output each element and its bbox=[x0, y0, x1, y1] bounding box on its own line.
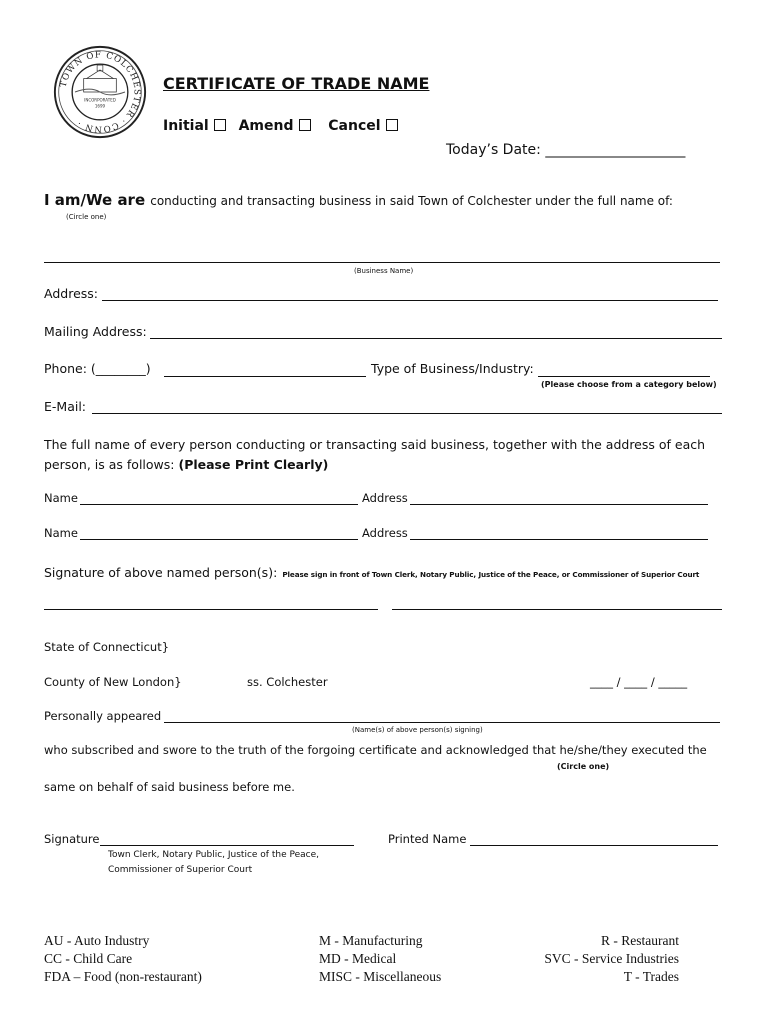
intro-line bbox=[44, 190, 673, 209]
notary-signature-label: Signature bbox=[44, 832, 100, 846]
sworn-text: who subscribed and swore to the truth of the forgoing certificate and acknowledged that he/she/they executed the bbox=[44, 743, 707, 757]
form-type-options bbox=[163, 118, 406, 134]
category-column-2 bbox=[319, 932, 441, 986]
printed-name-label: Printed Name bbox=[388, 832, 467, 846]
category-item: MISC - Miscellaneous bbox=[319, 969, 442, 984]
business-type-field[interactable] bbox=[538, 376, 710, 377]
persons-paragraph-line2 bbox=[44, 457, 328, 472]
state-text: State of Connecticut} bbox=[44, 640, 170, 654]
personally-appeared-label: Personally appeared bbox=[44, 709, 162, 723]
persons-paragraph-text: person, is as follows: bbox=[44, 457, 175, 472]
category-item: T - Trades bbox=[623, 969, 679, 984]
phone-label: Phone: (________) bbox=[44, 361, 151, 376]
category-item: SVC - Service Industries bbox=[544, 951, 679, 966]
category-item: R - Restaurant bbox=[601, 933, 679, 948]
todays-date-blank: ____________________ bbox=[545, 142, 686, 158]
business-name-caption: (Business Name) bbox=[354, 267, 414, 275]
category-column-1 bbox=[44, 932, 202, 986]
category-item: MD - Medical bbox=[319, 951, 397, 966]
ss-colchester-text: ss. Colchester bbox=[247, 675, 328, 689]
personally-appeared-field[interactable] bbox=[164, 722, 720, 723]
option-cancel-label: Cancel bbox=[328, 118, 381, 134]
behalf-text: same on behalf of said business before me. bbox=[44, 780, 295, 794]
address-label: Address: bbox=[44, 286, 98, 301]
personally-appeared-caption: (Name(s) of above person(s) signing) bbox=[352, 726, 483, 734]
category-item: M - Manufacturing bbox=[319, 933, 423, 948]
intro-note: (Circle one) bbox=[66, 213, 107, 221]
svg-text:TOWN OF COLCHESTER · CONN ·: TOWN OF COLCHESTER · CONN · bbox=[58, 50, 142, 134]
person-address-field-1[interactable] bbox=[410, 504, 708, 505]
option-amend-label: Amend bbox=[238, 118, 294, 134]
checkbox-initial[interactable] bbox=[214, 119, 226, 131]
persons-signature-line bbox=[44, 562, 699, 581]
email-field[interactable] bbox=[92, 413, 722, 414]
todays-date-field[interactable] bbox=[446, 142, 685, 158]
notary-signature-caption-2: Commissioner of Superior Court bbox=[108, 865, 253, 875]
name-field-2[interactable] bbox=[80, 539, 358, 540]
email-label: E-Mail: bbox=[44, 399, 87, 414]
name-label-2: Name bbox=[44, 526, 78, 540]
persons-paragraph-line1: The full name of every person conducting or transacting said business, together with the address of each bbox=[44, 437, 706, 452]
category-item: CC - Child Care bbox=[44, 951, 133, 966]
form-title: CERTIFICATE OF TRADE NAME bbox=[163, 74, 430, 93]
business-type-label: Type of Business/Industry: bbox=[371, 361, 534, 376]
persons-signature-label: Signature of above named person(s): bbox=[44, 565, 278, 580]
checkbox-amend[interactable] bbox=[299, 119, 311, 131]
name-label-1: Name bbox=[44, 491, 78, 505]
address-label-1: Address bbox=[362, 491, 408, 505]
address-label-2: Address bbox=[362, 526, 408, 540]
todays-date-label: Today’s Date: bbox=[446, 142, 541, 158]
option-initial-label: Initial bbox=[163, 118, 209, 134]
category-item: FDA – Food (non-restaurant) bbox=[44, 969, 202, 984]
sworn-note: (Circle one) bbox=[557, 762, 610, 771]
person-signature-field-1[interactable] bbox=[44, 609, 378, 610]
business-type-note: (Please choose from a category below) bbox=[541, 380, 717, 389]
town-seal-logo bbox=[52, 44, 148, 140]
category-column-3 bbox=[544, 932, 679, 986]
notary-date-field[interactable]: ____ / ____ / _____ bbox=[590, 675, 688, 689]
svg-text:1699: 1699 bbox=[94, 103, 106, 109]
person-address-field-2[interactable] bbox=[410, 539, 708, 540]
mailing-address-field[interactable] bbox=[150, 338, 722, 339]
person-signature-field-2[interactable] bbox=[392, 609, 722, 610]
printed-name-field[interactable] bbox=[470, 845, 718, 846]
notary-signature-field[interactable] bbox=[100, 845, 354, 846]
county-text: County of New London} bbox=[44, 675, 182, 689]
intro-text: conducting and transacting business in said Town of Colchester under the full name of: bbox=[150, 194, 673, 208]
persons-signature-note: Please sign in front of Town Clerk, Notary Public, Justice of the Peace, or Commissioner of Superior Court bbox=[282, 570, 700, 579]
name-field-1[interactable] bbox=[80, 504, 358, 505]
intro-lead: I am/We are bbox=[44, 191, 146, 209]
mailing-address-label: Mailing Address: bbox=[44, 324, 147, 339]
notary-signature-caption-1: Town Clerk, Notary Public, Justice of the Peace, bbox=[108, 850, 319, 860]
address-field[interactable] bbox=[102, 300, 718, 301]
print-clearly-note: (Please Print Clearly) bbox=[178, 457, 329, 472]
phone-field[interactable] bbox=[164, 376, 366, 377]
svg-text:INCORPORATED: INCORPORATED bbox=[84, 97, 116, 103]
category-item: AU - Auto Industry bbox=[44, 933, 150, 948]
checkbox-cancel[interactable] bbox=[386, 119, 398, 131]
business-name-field[interactable] bbox=[44, 262, 720, 263]
